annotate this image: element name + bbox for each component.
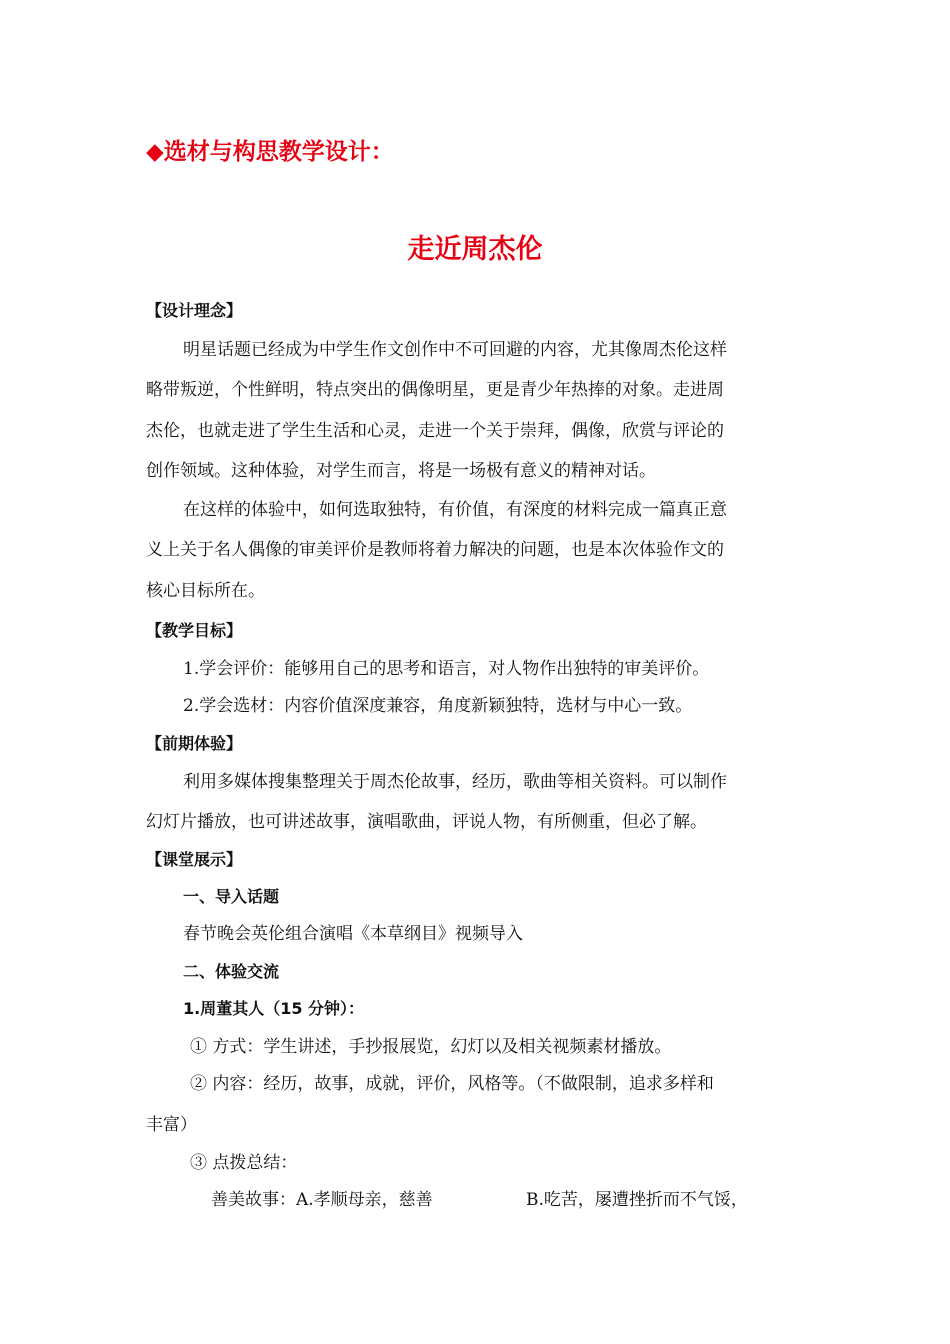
section-label-goals: 【教学目标】 xyxy=(146,621,243,640)
story-b: B.吃苦，屡遭挫折而不气馁， xyxy=(526,1190,748,1210)
paragraph-line: 春节晚会英伦组合演唱《本草纲目》视频导入 xyxy=(183,924,523,944)
paragraph-line: 义上关于名人偶像的审美评价是教师将着力解决的问题，也是本次体验作文的 xyxy=(146,540,724,560)
subheading: 一、导入话题 xyxy=(183,887,280,906)
story-a: A.孝顺母亲，慈善 xyxy=(296,1190,433,1210)
paragraph-line: 略带叛逆，个性鲜明，特点突出的偶像明星，更是青少年热捧的对象。走进周 xyxy=(146,380,724,400)
list-item: ③ 点拨总结： xyxy=(190,1153,298,1173)
list-item: ② 内容：经历，故事，成就，评价，风格等。（不做限制，追求多样和 xyxy=(190,1074,714,1094)
section-label-concept: 【设计理念】 xyxy=(146,301,243,320)
item-title: 1.周董其人（15 分钟）： xyxy=(183,999,365,1018)
paragraph-line: 利用多媒体搜集整理关于周杰伦故事，经历，歌曲等相关资料。可以制作 xyxy=(183,772,727,792)
goal-item: 1.学会评价：能够用自己的思考和语言，对人物作出独特的审美评价。 xyxy=(183,659,710,679)
list-item: ① 方式：学生讲述，手抄报展览，幻灯以及相关视频素材播放。 xyxy=(190,1037,672,1057)
list-item-continuation: 丰富） xyxy=(146,1115,197,1135)
paragraph-line: 在这样的体验中，如何选取独特，有价值，有深度的材料完成一篇真正意 xyxy=(183,500,727,520)
section-heading: ◆选材与构思教学设计： xyxy=(146,139,394,165)
story-label: 善美故事： xyxy=(211,1190,296,1210)
subheading: 二、体验交流 xyxy=(183,962,280,981)
paragraph-line: 幻灯片播放，也可讲述故事，演唱歌曲，评说人物，有所侧重，但必了解。 xyxy=(146,812,707,832)
section-label-prep: 【前期体验】 xyxy=(146,734,243,753)
paragraph-line: 核心目标所在。 xyxy=(146,581,265,601)
goal-item: 2.学会选材：内容价值深度兼容，角度新颖独特，选材与中心一致。 xyxy=(183,696,693,716)
paragraph-line: 创作领域。这种体验，对学生而言，将是一场极有意义的精神对话。 xyxy=(146,461,656,481)
paragraph-line: 明星话题已经成为中学生作文创作中不可回避的内容，尤其像周杰伦这样 xyxy=(183,340,727,360)
story-line xyxy=(211,1188,433,1212)
paragraph-line: 杰伦，也就走进了学生生活和心灵，走进一个关于崇拜，偶像，欣赏与评论的 xyxy=(146,421,724,441)
section-label-class: 【课堂展示】 xyxy=(146,850,243,869)
page-title: 走近周杰伦 xyxy=(407,234,543,265)
